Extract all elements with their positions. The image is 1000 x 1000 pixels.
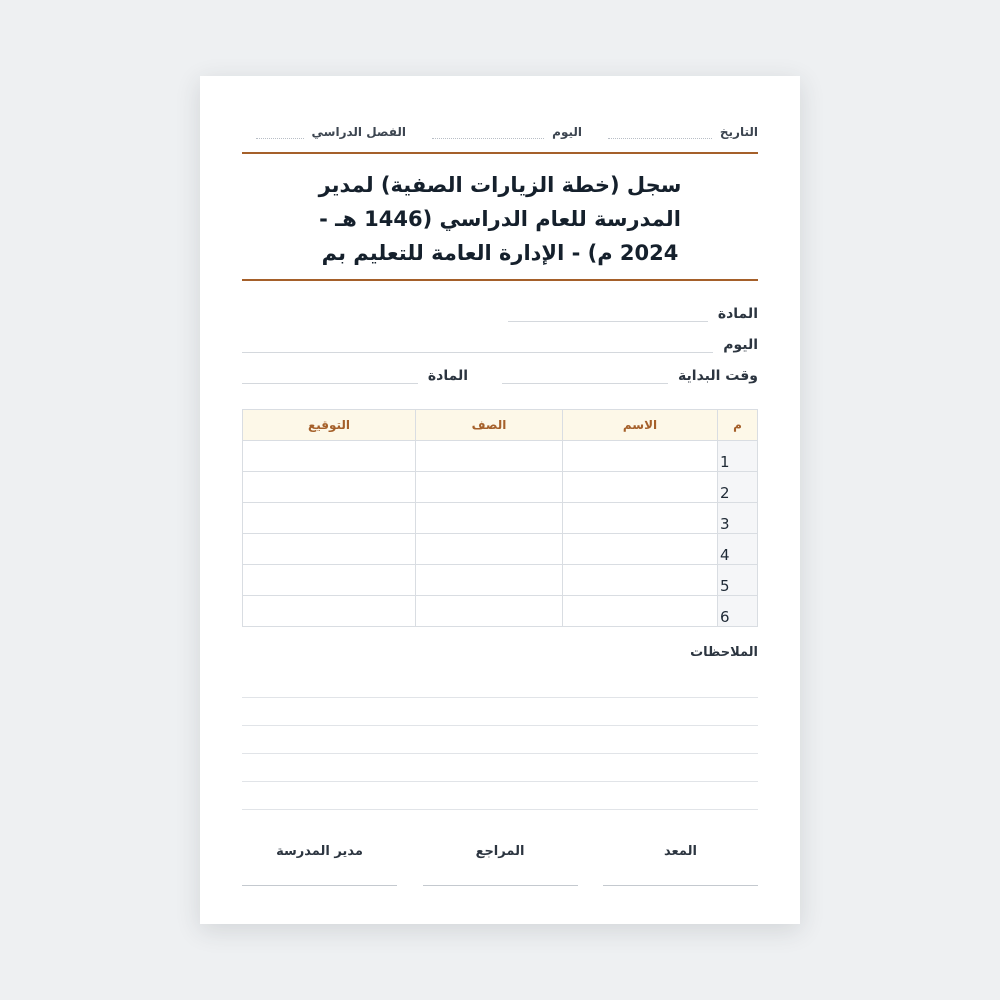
- table-row: [243, 472, 758, 503]
- name-cell[interactable]: [563, 441, 718, 472]
- date-line: [608, 128, 712, 139]
- notes-line[interactable]: [242, 753, 758, 754]
- row-number: 2: [718, 472, 758, 503]
- principal-signature[interactable]: [242, 842, 397, 886]
- col-header-signature: التوقيع: [243, 410, 416, 441]
- col-header-class: الصف: [416, 410, 563, 441]
- date-label: التاريخ: [719, 125, 758, 139]
- class-cell[interactable]: [416, 565, 563, 596]
- signatures-row: [242, 842, 758, 886]
- class-cell[interactable]: [416, 472, 563, 503]
- name-cell[interactable]: [563, 596, 718, 627]
- title-bottom-rule: [242, 279, 758, 281]
- principal-label: مدير المدرسة: [276, 844, 363, 859]
- notes-line[interactable]: [242, 781, 758, 782]
- preparer-line: [603, 885, 758, 886]
- table-row: [243, 441, 758, 472]
- name-cell[interactable]: [563, 503, 718, 534]
- signature-cell[interactable]: [243, 503, 416, 534]
- reviewer-signature[interactable]: [423, 842, 578, 886]
- document-page: [200, 76, 800, 924]
- reviewer-line: [423, 885, 578, 886]
- day-field-line: [242, 346, 713, 353]
- semester-field[interactable]: [256, 121, 406, 139]
- document-content: [242, 76, 758, 924]
- notes-line[interactable]: [242, 725, 758, 726]
- name-cell[interactable]: [563, 565, 718, 596]
- row-number: 1: [718, 441, 758, 472]
- semester-line: [256, 128, 304, 139]
- table-row: [243, 503, 758, 534]
- principal-line: [242, 885, 397, 886]
- class-cell[interactable]: [416, 596, 563, 627]
- day-line: [432, 128, 544, 139]
- page-title: سجل (خطة الزيارات الصفية) لمدير المدرسة للعام الدراسي (1446 هـ - 2024 م) - الإدارة العامة للتعليم بم: [318, 173, 682, 265]
- day-field-label: اليوم: [723, 337, 758, 353]
- row-number: 5: [718, 565, 758, 596]
- day-label: اليوم: [552, 125, 582, 139]
- header-meta-row: [242, 121, 758, 139]
- subject-label: المادة: [717, 306, 758, 322]
- subject-line-2: [242, 377, 418, 384]
- col-header-num: م: [718, 410, 758, 441]
- signature-cell[interactable]: [243, 441, 416, 472]
- time-subject-row[interactable]: [242, 364, 758, 384]
- date-field[interactable]: [608, 121, 758, 139]
- row-number: 6: [718, 596, 758, 627]
- class-cell[interactable]: [416, 441, 563, 472]
- table-row: [243, 596, 758, 627]
- class-cell[interactable]: [416, 503, 563, 534]
- day-field-row[interactable]: [242, 333, 758, 353]
- table-row: [243, 565, 758, 596]
- name-cell[interactable]: [563, 472, 718, 503]
- table-header-row: [243, 410, 758, 441]
- start-time-label: وقت البداية: [678, 368, 758, 384]
- col-header-name: الاسم: [563, 410, 718, 441]
- signature-cell[interactable]: [243, 472, 416, 503]
- preparer-label: المعد: [664, 844, 697, 859]
- notes-line[interactable]: [242, 697, 758, 698]
- visits-table: [242, 409, 758, 627]
- start-time-line: [502, 377, 668, 384]
- notes-line[interactable]: [242, 809, 758, 810]
- subject-line: [508, 315, 708, 322]
- signature-cell[interactable]: [243, 534, 416, 565]
- subject-field-row[interactable]: [242, 302, 758, 322]
- day-field[interactable]: [432, 121, 582, 139]
- table-row: [243, 534, 758, 565]
- reviewer-label: المراجع: [475, 844, 525, 859]
- notes-label: الملاحظات: [690, 645, 758, 660]
- name-cell[interactable]: [563, 534, 718, 565]
- title-top-rule: [242, 152, 758, 154]
- preparer-signature[interactable]: [603, 842, 758, 886]
- row-number: 4: [718, 534, 758, 565]
- semester-label: الفصل الدراسي: [311, 125, 406, 139]
- subject-label-2: المادة: [427, 368, 469, 384]
- signature-cell[interactable]: [243, 596, 416, 627]
- row-number: 3: [718, 503, 758, 534]
- class-cell[interactable]: [416, 534, 563, 565]
- signature-cell[interactable]: [243, 565, 416, 596]
